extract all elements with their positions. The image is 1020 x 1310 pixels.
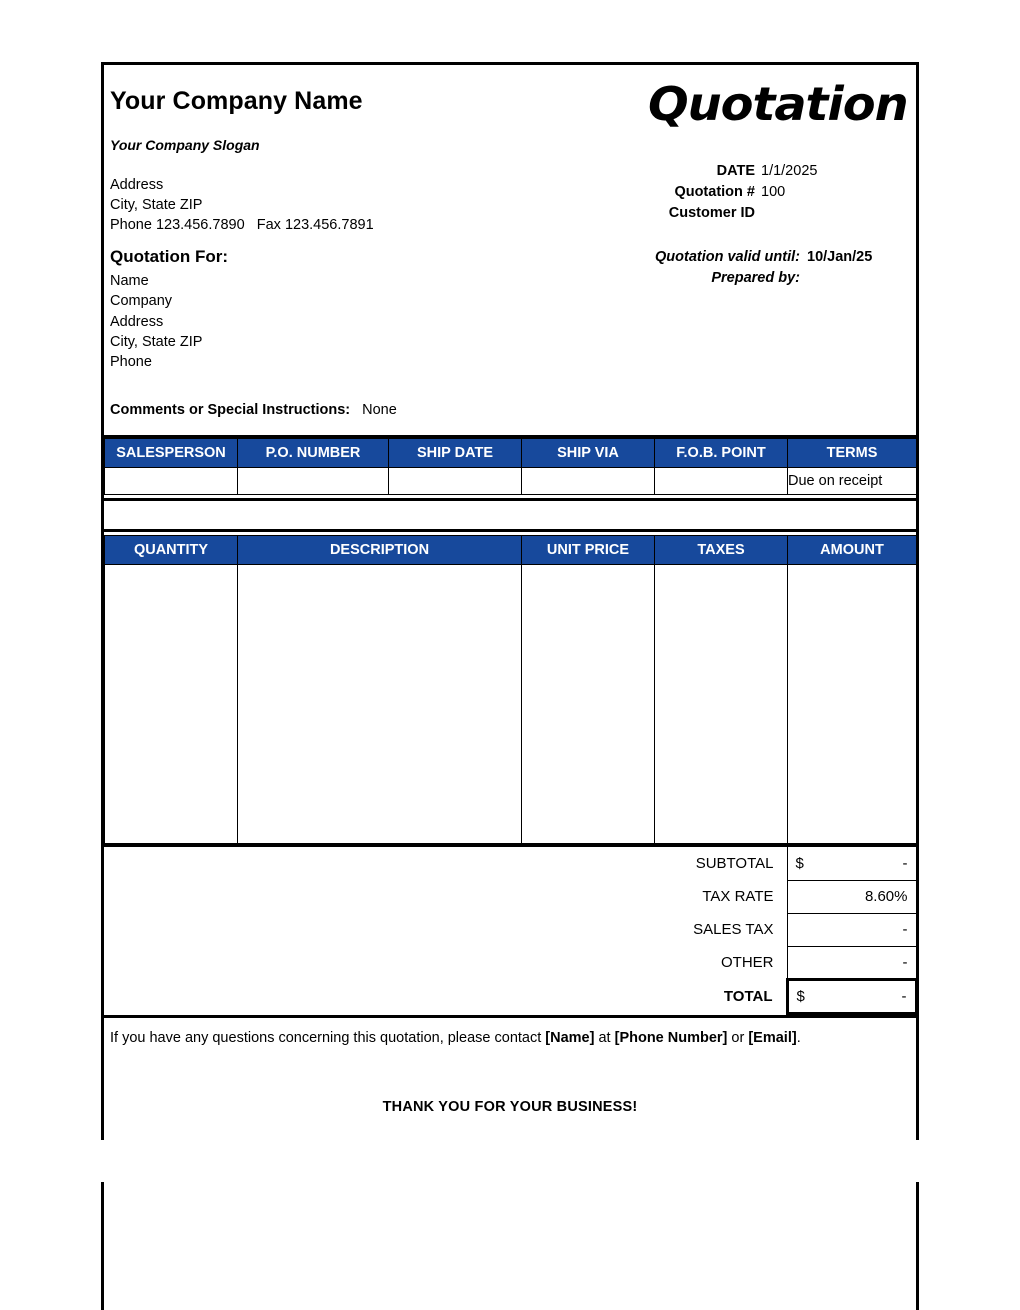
meta-row xyxy=(550,182,910,203)
column-header-fob-point: F.O.B. POINT xyxy=(655,439,788,468)
terms-table-wrapper xyxy=(104,435,916,495)
document-footer xyxy=(104,1015,916,1140)
cell-amount[interactable] xyxy=(788,565,917,844)
totals-spacer xyxy=(104,946,654,979)
terms-table-header-row xyxy=(105,439,917,468)
thank-you-message: THANK YOU FOR YOUR BUSINESS! xyxy=(382,1098,638,1115)
cell-taxes[interactable] xyxy=(655,565,788,844)
totals-value-total[interactable] xyxy=(787,979,916,1013)
totals-amount: 8.60% xyxy=(864,888,908,905)
contact-prefix: If you have any questions concerning this quotation, please contact xyxy=(110,1029,546,1046)
contact-phone-placeholder: [Phone Number] xyxy=(614,1029,728,1046)
table-row xyxy=(105,565,917,844)
validity-row xyxy=(510,268,910,289)
contact-email-placeholder: [Email] xyxy=(748,1029,797,1046)
column-header-unit-price: UNIT PRICE xyxy=(522,536,655,565)
cell-ship-via[interactable] xyxy=(522,468,655,495)
totals-amount: - xyxy=(901,987,907,1005)
totals-amount: - xyxy=(902,854,908,872)
validity-label: Prepared by: xyxy=(711,270,800,286)
recipient-line: Address xyxy=(110,313,164,330)
address-line: Phone 123.456.7890 Fax 123.456.7891 xyxy=(110,217,374,233)
company-name: Your Company Name xyxy=(110,87,363,115)
cell-fob-point[interactable] xyxy=(655,468,788,495)
cell-terms[interactable]: Due on receipt xyxy=(788,468,917,495)
comments-block xyxy=(110,402,397,418)
totals-spacer xyxy=(104,846,654,881)
totals-label-other: OTHER xyxy=(721,954,774,971)
column-header-salesperson: SALESPERSON xyxy=(105,439,238,468)
totals-value-other[interactable] xyxy=(787,946,916,979)
totals-row-total xyxy=(104,979,916,1013)
totals-spacer xyxy=(104,913,654,946)
items-table-header-row xyxy=(105,536,917,565)
table-row xyxy=(105,468,917,495)
contact-mid-or: or xyxy=(727,1029,749,1046)
meta-label: Customer ID xyxy=(668,205,755,221)
totals-row-sales-tax xyxy=(104,913,916,946)
contact-name-placeholder: [Name] xyxy=(545,1029,595,1046)
cell-salesperson[interactable] xyxy=(105,468,238,495)
cell-po-number[interactable] xyxy=(238,468,389,495)
meta-value: 1/1/2025 xyxy=(761,163,818,179)
quotation-document xyxy=(101,62,919,1140)
totals-label-sales-tax: SALES TAX xyxy=(693,921,774,938)
address-line: Address xyxy=(110,177,164,193)
totals-table xyxy=(104,844,918,1015)
cell-description[interactable] xyxy=(238,565,522,844)
meta-value: 100 xyxy=(761,184,786,200)
contact-mid-at: at xyxy=(594,1029,615,1046)
meta-row xyxy=(550,161,910,182)
totals-value-sales-tax[interactable] xyxy=(787,913,916,946)
recipient-line: Name xyxy=(110,273,149,289)
totals-row-tax-rate xyxy=(104,880,916,913)
validity-label: Quotation valid until: xyxy=(655,249,800,265)
recipient-line: Company xyxy=(110,293,173,310)
totals-row-subtotal xyxy=(104,846,916,881)
meta-label: DATE xyxy=(716,163,755,179)
currency-symbol: $ xyxy=(795,854,804,872)
quotation-for-title: Quotation For: xyxy=(110,247,229,266)
company-address xyxy=(110,175,374,235)
document-title: Quotation xyxy=(648,77,908,131)
validity-block xyxy=(510,247,910,289)
totals-amount: - xyxy=(902,953,908,971)
quotation-meta xyxy=(550,161,910,224)
line-items-table xyxy=(104,535,917,844)
column-header-description: DESCRIPTION xyxy=(238,536,522,565)
totals-value-tax-rate[interactable] xyxy=(787,880,916,913)
terms-table xyxy=(104,438,917,495)
column-header-taxes: TAXES xyxy=(655,536,788,565)
cell-ship-date[interactable] xyxy=(389,468,522,495)
totals-spacer xyxy=(104,880,654,913)
document-bottom-edge xyxy=(101,1182,919,1310)
column-header-po-number: P.O. NUMBER xyxy=(238,439,389,468)
column-header-ship-via: SHIP VIA xyxy=(522,439,655,468)
quotation-for-section xyxy=(104,245,916,435)
totals-amount: - xyxy=(902,921,908,938)
column-header-terms: TERMS xyxy=(788,439,917,468)
recipient-line: Phone xyxy=(110,354,152,371)
meta-row xyxy=(550,203,910,224)
contact-suffix: . xyxy=(796,1029,801,1046)
table-spacer-band xyxy=(104,498,916,532)
company-slogan: Your Company Slogan xyxy=(110,137,260,153)
address-line: City, State ZIP xyxy=(110,197,203,213)
totals-value-subtotal[interactable] xyxy=(787,846,916,881)
column-header-ship-date: SHIP DATE xyxy=(389,439,522,468)
meta-label: Quotation # xyxy=(674,184,755,200)
document-header xyxy=(104,65,916,245)
currency-symbol: $ xyxy=(796,987,805,1005)
validity-value: 10/Jan/25 xyxy=(807,249,873,265)
totals-label-tax-rate: TAX RATE xyxy=(702,888,774,905)
column-header-quantity: QUANTITY xyxy=(105,536,238,565)
column-header-amount: AMOUNT xyxy=(788,536,917,565)
cell-quantity[interactable] xyxy=(105,565,238,844)
validity-row xyxy=(510,247,910,268)
comments-value: None xyxy=(362,402,397,418)
totals-label-total: TOTAL xyxy=(723,987,773,1005)
cell-unit-price[interactable] xyxy=(522,565,655,844)
quotation-for-lines xyxy=(110,271,202,372)
totals-label-subtotal: SUBTOTAL xyxy=(695,855,774,872)
recipient-line: City, State ZIP xyxy=(110,333,203,350)
totals-row-other xyxy=(104,946,916,979)
totals-spacer xyxy=(104,979,654,1013)
comments-label: Comments or Special Instructions: xyxy=(110,402,351,418)
contact-question-line xyxy=(110,1030,801,1046)
